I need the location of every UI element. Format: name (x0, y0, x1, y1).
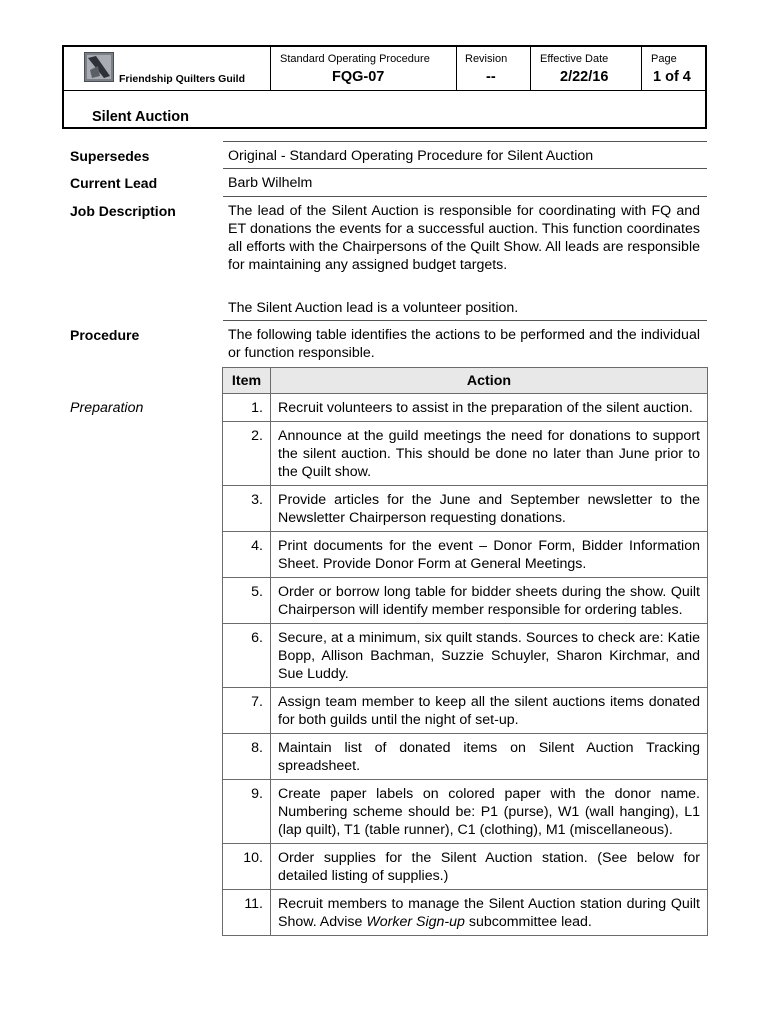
table-row (223, 734, 708, 780)
document-header (62, 45, 707, 129)
current-lead-value: Barb Wilhelm (228, 175, 313, 191)
action-text: Maintain list of donated items on Silent Auction Tracking spreadsheet. (271, 734, 708, 780)
job-description-text: The lead of the Silent Auction is responsible for coordinating with FQ and ET donations the events for a successful auction. This function coordinates all efforts with the Chairpersons of the Quilt Show. All leads are responsible for maintaining any assigned budget targets. (228, 203, 700, 273)
action-text-part: subcommittee lead. (464, 914, 592, 930)
supersedes-label: Supersedes (70, 148, 150, 164)
item-number: 6. (223, 624, 271, 688)
divider-rule (223, 196, 707, 197)
item-number: 8. (223, 734, 271, 780)
job-description-label: Job Description (70, 203, 176, 219)
procedure-label: Procedure (70, 327, 140, 343)
item-number: 11. (223, 890, 271, 936)
action-text: Provide articles for the June and September newsletter to the Newsletter Chairperson requesting donations. (271, 486, 708, 532)
action-text: Assign team member to keep all the silent auctions items donated for both guilds until the night of set-up. (271, 688, 708, 734)
revision-cell (456, 47, 530, 90)
supersedes-value: Original - Standard Operating Procedure for Silent Auction (228, 148, 594, 164)
effective-date-label: Effective Date (540, 53, 609, 65)
item-number: 2. (223, 422, 271, 486)
job-volunteer-note: The Silent Auction lead is a volunteer position. (228, 300, 519, 316)
guild-name: Friendship Quilters Guild (119, 73, 246, 85)
table-row (223, 394, 708, 422)
table-row (223, 780, 708, 844)
revision-value: -- (486, 69, 496, 85)
item-number: 9. (223, 780, 271, 844)
revision-label: Revision (465, 53, 508, 65)
page-label: Page (651, 53, 677, 65)
action-text-part: Recruit members to manage the Silent Auction station during Quilt Show. Advise (278, 896, 700, 930)
sop-number: FQG-07 (332, 69, 385, 85)
action-text: Secure, at a minimum, six quilt stands. Sources to check are: Katie Bopp, Allison Bachman, Suzzie Schuyler, Sharon Kirchmar, and Sue Luddy. (271, 624, 708, 688)
effective-date-value: 2/22/16 (560, 69, 609, 85)
action-text (271, 890, 708, 936)
divider-rule (223, 320, 707, 321)
procedure-text: The following table identifies the actions to be performed and the individual or function responsible. (228, 327, 700, 361)
page-value: 1 of 4 (653, 69, 691, 85)
preparation-phase-label: Preparation (70, 400, 144, 416)
table-row (223, 578, 708, 624)
item-number: 1. (223, 394, 271, 422)
action-text: Create paper labels on colored paper with the donor name. Numbering scheme should be: P1 (purse), W1 (wall hanging), L1 (lap quilt), T1 (table runner), C1 (clothing), M1 (miscellaneous). (271, 780, 708, 844)
table-row (223, 688, 708, 734)
action-table (222, 367, 708, 936)
current-lead-label: Current Lead (70, 175, 158, 191)
action-text: Recruit volunteers to assist in the preparation of the silent auction. (271, 394, 708, 422)
divider-rule (223, 168, 707, 169)
table-row (223, 890, 708, 936)
item-number: 7. (223, 688, 271, 734)
action-text: Order supplies for the Silent Auction station. (See below for detailed listing of supplies.) (271, 844, 708, 890)
table-row (223, 624, 708, 688)
table-row (223, 422, 708, 486)
effective-date-cell (530, 47, 641, 90)
action-text: Print documents for the event – Donor Form, Bidder Information Sheet. Provide Donor Form at General Meetings. (271, 532, 708, 578)
action-text: Order or borrow long table for bidder sheets during the show. Quilt Chairperson will identify member responsible for ordering tables. (271, 578, 708, 624)
item-number: 10. (223, 844, 271, 890)
worker-signup-reference: Worker Sign-up (366, 914, 465, 930)
divider-rule (223, 141, 707, 142)
action-column-header: Action (271, 368, 708, 394)
sop-label: Standard Operating Procedure (280, 53, 430, 65)
page-cell (641, 47, 707, 90)
guild-logo-icon (84, 52, 114, 82)
sop-cell (270, 47, 456, 90)
header-row (64, 47, 705, 91)
table-row (223, 486, 708, 532)
item-number: 4. (223, 532, 271, 578)
section-title: Silent Auction (92, 109, 189, 125)
table-row (223, 844, 708, 890)
table-header-row (223, 368, 708, 394)
item-column-header: Item (223, 368, 271, 394)
action-text: Announce at the guild meetings the need for donations to support the silent auction. This should be done no later than June prior to the Quilt show. (271, 422, 708, 486)
item-number: 3. (223, 486, 271, 532)
table-row (223, 532, 708, 578)
item-number: 5. (223, 578, 271, 624)
